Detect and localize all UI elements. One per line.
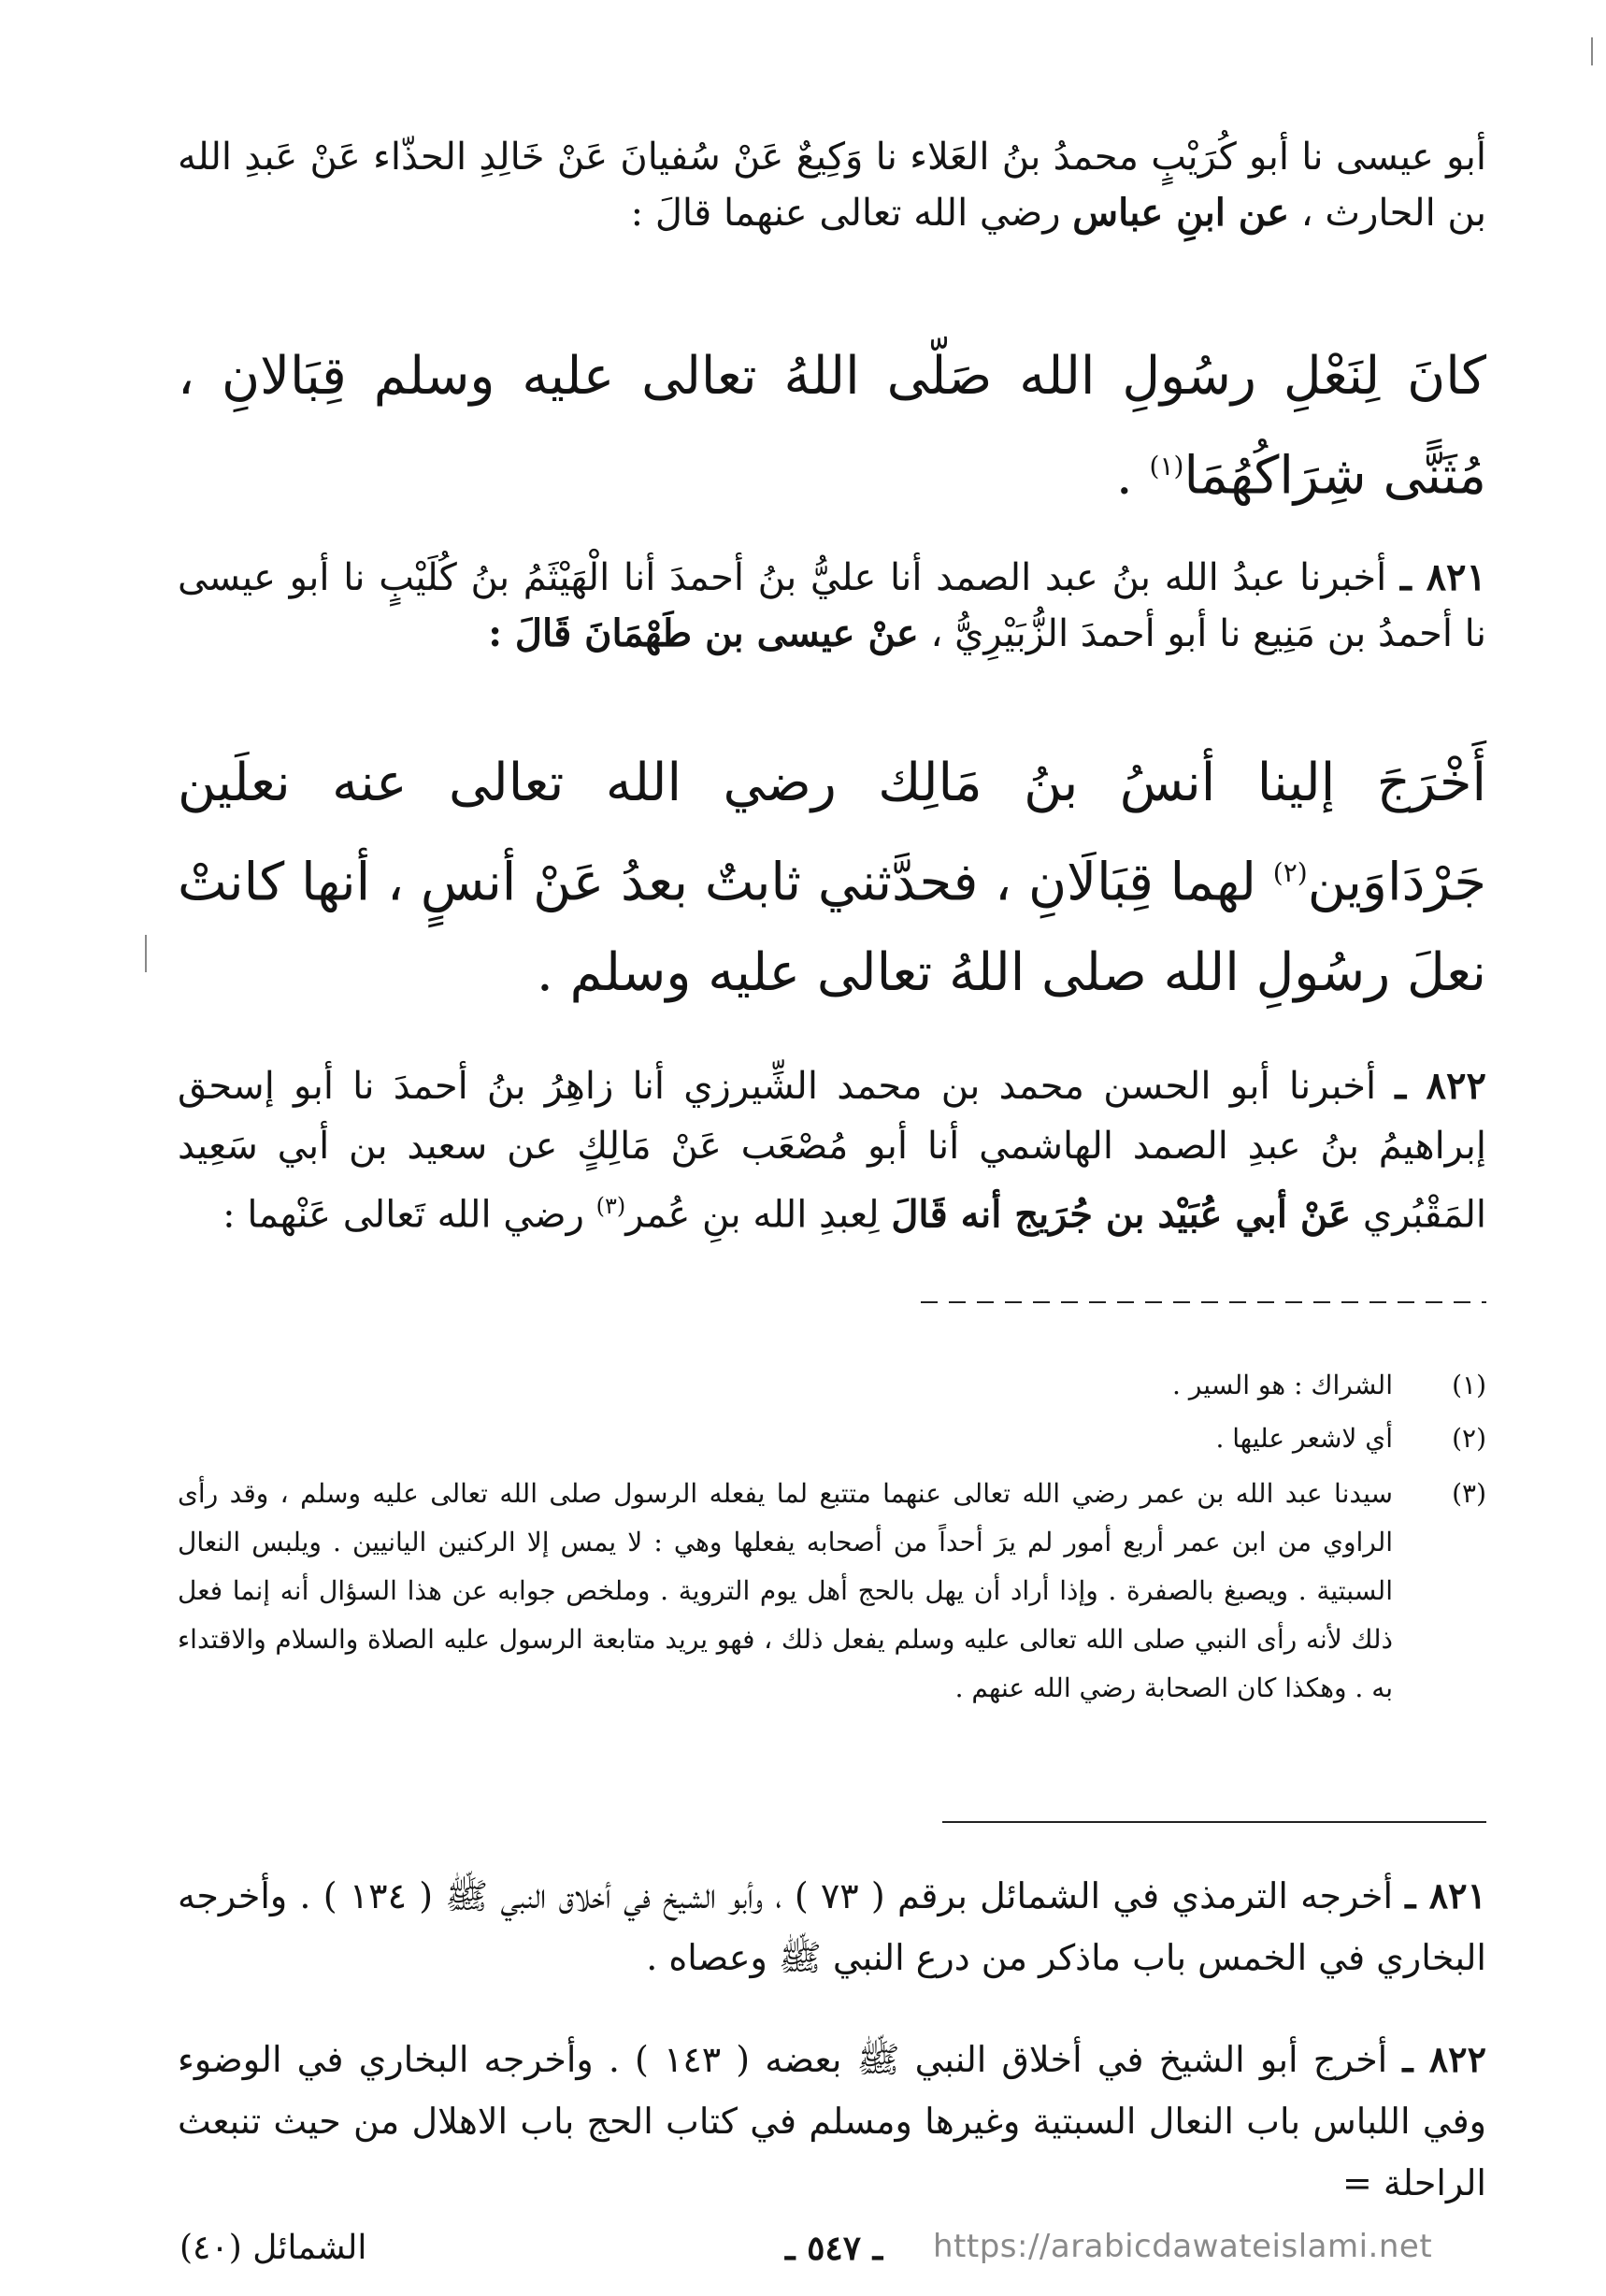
source-822: [178, 2029, 1486, 2214]
page-number: ـ ٥٤٧ ـ: [785, 2229, 883, 2268]
hadith-820-isnad: [178, 129, 1486, 241]
source-number: ٨٢١ ـ: [1405, 1874, 1486, 1916]
footnote-number: (١): [1452, 1370, 1486, 1400]
narrator-name: عَنْ أبي عُبَيْد بن جُرَيج أنه قَالَ: [891, 1192, 1352, 1237]
hadith-821-isnad: [178, 550, 1486, 662]
isnad-text-end: لِعبدِ الله بنِ عُمر: [625, 1193, 892, 1237]
matn-text: أَخْرَجَ إلينا أنسُ بنُ مَالِك رضي الله تعالى عنه نعلَين جَرْدَاوَين: [178, 753, 1486, 913]
hadith-821-matn: [178, 739, 1486, 1018]
source-number: ٨٢٢ ـ: [1402, 2038, 1486, 2080]
scan-mark: [1591, 37, 1593, 65]
hadith-number: ٨٢١ ـ: [1399, 555, 1487, 599]
hadith-822-isnad: [178, 1056, 1486, 1244]
matn-text: كانَ لِنَعْلِ رسُولِ الله صَلّى اللهُ تعالى عليه وسلم قِبَالانِ ، مُثَنًّى شِرَاكُهُمَا: [178, 346, 1486, 507]
footnote-number: (٢): [1452, 1423, 1486, 1454]
watermark-url: https://arabicdawateislami.net: [933, 2228, 1433, 2265]
footnote-text: سيدنا عبد الله بن عمر رضي الله تعالى عنهما متتبع لما يفعله الرسول صلى الله تعالى عليه وسلم ، وقد رأى الراوي من ابن عمر أربع أمور لم يرَ أحداً من أصحابه يفعلها وهي : لا يمس إلا الركنين اليانيين . ويلبس النعال السبتية . ويصبغ بالصفرة . وإذا أراد أن يهل بالحج أهل يوم التروية . وملخص جوابه عن هذا السؤال أنه إنما فعل ذلك لأنه رأى النبي صلى الله تعالى عليه وسلم يفعل ذلك ، فهو يريد متابعة الرسول عليه الصلاة والسلام والاقتداء به . وهكذا كان الصحابة رضي الله عنهم .: [178, 1478, 1393, 1703]
isnad-text-end: رضي الله تعالى عنهما قالَ :: [630, 192, 1073, 235]
narrator-name: عن ابنِ عباس: [1072, 191, 1290, 235]
source-text: أخرج أبو الشيخ في أخلاق النبي ﷺ بعضه ( ١٤٣ ) . وأخرجه البخاري في الوضوء وفي اللباس باب النعال السبتية وغيرها ومسلم في كتاب الحج باب الاهلال من حيث تنبعث الراحلة =: [178, 2039, 1486, 2203]
narrator-name: عنْ عيسى بن طَهْمَانَ قَالَ :: [488, 611, 919, 655]
footnote-text: الشراك : هو السير .: [1172, 1370, 1393, 1400]
footnote-ref: (٢): [1272, 857, 1308, 888]
sources-separator-line: [942, 1821, 1486, 1823]
isnad-text: أخبرنا أبو الحسن محمد بن محمد الشِّيرزي أنا زاهِرُ بنُ أحمدَ نا أبو إسحق إبراهيمُ بنُ عبدِ الصمد الهاشمي أنا أبو مُصْعَب عَنْ مَالِكٍ عن سعيد بن أبي سَعِيد المَقْبُري: [178, 1065, 1486, 1237]
isnad-text: أبو عيسى نا أبو كُرَيْبٍ محمدُ بنُ العَلاء نا وَكِيعٌ عَنْ سُفيانَ عَنْ خَالِدِ الحذّاء عَنْ عَبدِ الله بن الحارث ،: [178, 136, 1486, 235]
footnote-1: [178, 1363, 1486, 1408]
footnote-separator-dashes: [921, 1301, 1486, 1303]
footnote-text: أي لاشعر عليها .: [1215, 1423, 1393, 1454]
matn-text-end: لهما قِبَالَانِ ، فحدَّثني ثابتٌ بعدُ عَنْ أنسٍ ، أنها كانتْ نعلَ رسُولِ الله صلى اللهُ تعالى عليه وسلم .: [178, 852, 1486, 1003]
footnote-2: [178, 1416, 1486, 1461]
isnad-text-tail: رضي الله تَعالى عَنْهما :: [222, 1193, 596, 1237]
book-title: الشمائل (٤٠): [179, 2229, 367, 2267]
source-821: [178, 1865, 1486, 1988]
matn-text-end: .: [1115, 445, 1150, 507]
footnote-3: [178, 1470, 1486, 1713]
footnote-ref: (٣): [595, 1193, 626, 1219]
source-text: أخرجه الترمذي في الشمائل برقم ( ٧٣ ) ، وأبو الشيخ في أخلاق النبي ﷺ ( ١٣٤ ) . وأخرجه البخاري في الخمس باب ماذكر من درع النبي ﷺ وعصاه .: [178, 1875, 1486, 1978]
footnote-number: (٣): [1452, 1478, 1486, 1509]
scan-mark: [145, 935, 147, 972]
footnote-ref: (١): [1149, 451, 1184, 481]
hadith-820-matn: [178, 332, 1486, 522]
hadith-number: ٨٢٢ ـ: [1395, 1064, 1486, 1108]
isnad-text: أخبرنا عبدُ الله بنُ عبد الصمد أنا عليُّ بنُ أحمدَ أنا الْهَيْثَمُ بنُ كُلَيْبٍ نا أبو عيسى نا أحمدُ بن مَنِيع نا أبو أحمدَ الزُّبَيْرِيُّ ،: [178, 556, 1486, 655]
